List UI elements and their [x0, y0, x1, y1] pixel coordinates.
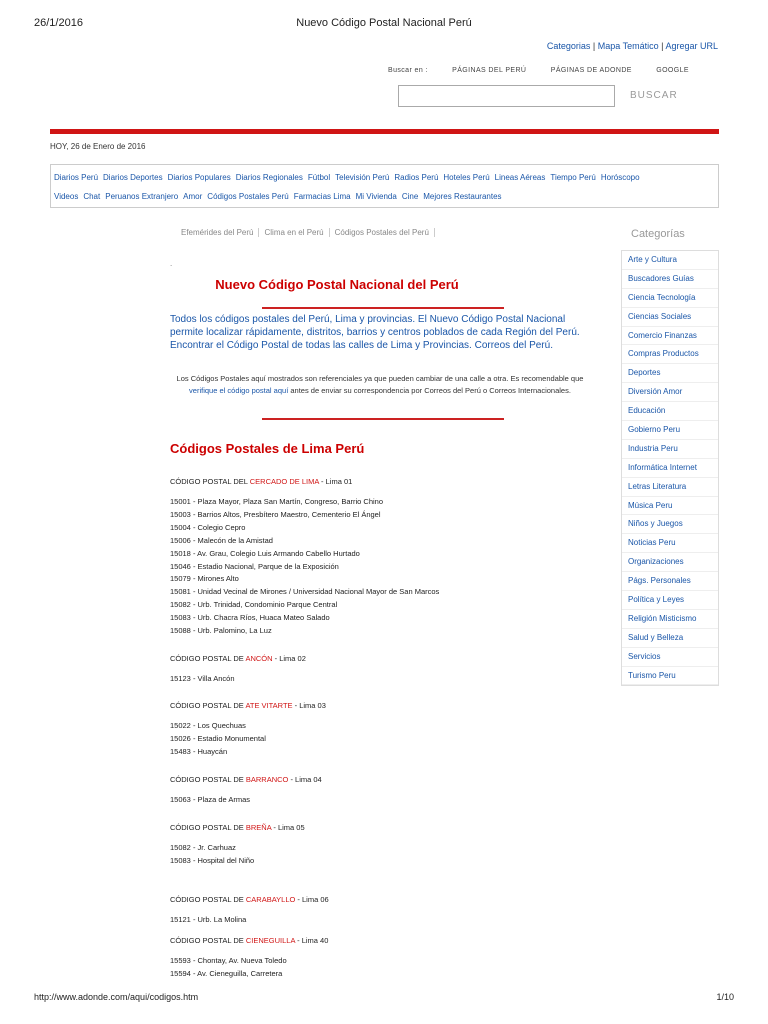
search-option-paginas-adonde[interactable]: PÁGINAS DE ADONDE: [550, 67, 632, 74]
search-option-google[interactable]: GOOGLE: [656, 67, 689, 74]
postal-code-line: 15063 - Plaza de Armas: [170, 795, 251, 804]
postal-code-line: 15046 - Estadio Nacional, Parque de la Exposición: [170, 561, 339, 571]
category-link[interactable]: Noticias Peru: [622, 534, 718, 553]
nav-link[interactable]: Amor: [183, 192, 203, 201]
nav-link[interactable]: Diarios Deportes: [103, 173, 163, 182]
category-link[interactable]: Organizaciones: [622, 553, 718, 572]
sub-nav-link[interactable]: Efemérides del Perú: [176, 228, 259, 237]
category-link[interactable]: Ciencia Tecnología: [622, 289, 718, 308]
disclaimer-note: [170, 373, 590, 396]
district-prefix: CÓDIGO POSTAL DE: [170, 654, 246, 663]
district-name-link[interactable]: CIENEGUILLA: [245, 936, 296, 945]
district-name-link[interactable]: CARABAYLLO: [245, 895, 296, 904]
nav-link[interactable]: Chat: [83, 192, 101, 201]
postal-code-line: 15083 - Urb. Chacra Ríos, Huaca Mateo Salado: [170, 613, 330, 623]
intro-text: Todos los códigos postales del Perú, Lima y provincias. El Nuevo Código Postal Nacional permite localizar rápidamente, distritos, barrios y centros poblados de cada Región del Perú. Encontrar el Código Postal de todas las calles de Lima y Provincias. Correos del Perú.: [170, 314, 580, 351]
nav-row-2: [54, 192, 507, 201]
postal-code-line: 15003 - Barrios Altos, Presbítero Maestro, Cementerio El Ángel: [170, 509, 381, 519]
top-link-mapa[interactable]: Mapa Temático: [597, 41, 659, 51]
district-block: [170, 701, 326, 759]
page-heading: Nuevo Código Postal Nacional del Perú: [215, 277, 459, 292]
category-link[interactable]: Turismo Peru: [622, 667, 718, 686]
nav-link[interactable]: Códigos Postales Perú: [207, 192, 289, 201]
postal-code-line: 15123 - Villa Ancón: [170, 674, 235, 683]
district-block: [170, 936, 328, 981]
nav-link[interactable]: Diarios Regionales: [235, 173, 303, 182]
nav-link[interactable]: Radios Perú: [394, 173, 439, 182]
nav-link[interactable]: Tiempo Perú: [550, 173, 596, 182]
district-prefix: CÓDIGO POSTAL DE: [170, 823, 246, 832]
district-block: [170, 477, 439, 638]
district-block: [170, 823, 305, 868]
postal-code-line: 15594 - Av. Cieneguilla, Carretera: [170, 968, 283, 978]
district-prefix: CÓDIGO POSTAL DE: [170, 775, 246, 784]
heading-rule-bottom: [262, 418, 504, 420]
postal-code-line: 15082 - Jr. Carhuaz: [170, 843, 236, 852]
district-name-link[interactable]: BARRANCO: [245, 775, 289, 784]
nav-link[interactable]: Diarios Populares: [167, 173, 231, 182]
search-input[interactable]: [398, 85, 615, 107]
postal-code-line: 15001 - Plaza Mayor, Plaza San Martín, Congreso, Barrio Chino: [170, 497, 384, 506]
categories-list: [621, 250, 719, 686]
category-link[interactable]: Págs. Personales: [622, 572, 718, 591]
district-name-link[interactable]: BREÑA: [245, 823, 272, 832]
postal-code-line: 15018 - Av. Grau, Colegio Luis Armando Cabello Hurtado: [170, 548, 360, 558]
category-link[interactable]: Gobierno Peru: [622, 421, 718, 440]
category-link[interactable]: Política y Leyes: [622, 591, 718, 610]
category-link[interactable]: Comercio Finanzas: [622, 327, 718, 346]
category-link[interactable]: Letras Literatura: [622, 478, 718, 497]
category-link[interactable]: Compras Productos: [622, 345, 718, 364]
postal-code-line: 15079 - Mirones Alto: [170, 574, 239, 584]
postal-code-line: 15004 - Colegio Cepro: [170, 522, 246, 532]
lima-heading: Códigos Postales de Lima Perú: [170, 441, 365, 456]
nav-link[interactable]: Hoteles Perú: [443, 173, 490, 182]
district-header: [170, 775, 322, 784]
category-link[interactable]: Servicios: [622, 648, 718, 667]
sub-nav: [176, 228, 435, 237]
search-option-paginas-peru[interactable]: PÁGINAS DEL PERÚ: [452, 67, 527, 74]
postal-code-line: 15121 - Urb. La Molina: [170, 915, 247, 924]
heading-rule-top: [262, 307, 504, 309]
category-link[interactable]: Música Peru: [622, 497, 718, 516]
nav-link[interactable]: Videos: [54, 192, 79, 201]
sub-nav-link[interactable]: Códigos Postales del Perú: [330, 228, 435, 237]
category-link[interactable]: Diversión Amor: [622, 383, 718, 402]
sub-nav-link[interactable]: Clima en el Perú: [259, 228, 329, 237]
district-header: [170, 823, 305, 832]
category-link[interactable]: Arte y Cultura: [622, 251, 718, 270]
print-title: Nuevo Código Postal Nacional Perú: [296, 17, 472, 29]
district-block: [170, 654, 306, 686]
nav-row-1: [54, 173, 645, 182]
district-block: [170, 895, 329, 927]
district-header: [170, 895, 329, 904]
category-link[interactable]: Niños y Juegos: [622, 515, 718, 534]
postal-code-line: 15088 - Urb. Palomino, La Luz: [170, 626, 272, 636]
search-options: [388, 67, 711, 74]
nav-link[interactable]: Cine: [401, 192, 419, 201]
category-link[interactable]: Salud y Belleza: [622, 629, 718, 648]
print-url: http://www.adonde.com/aqui/codigos.htm: [34, 992, 199, 1002]
category-link[interactable]: Informática Internet: [622, 459, 718, 478]
district-prefix: CÓDIGO POSTAL DE: [170, 895, 246, 904]
search-label: Buscar en :: [388, 67, 428, 74]
district-name-link[interactable]: ANCÓN: [245, 654, 273, 663]
postal-code-line: 15593 - Chontay, Av. Nueva Toledo: [170, 956, 287, 965]
district-header: [170, 477, 439, 486]
district-prefix: CÓDIGO POSTAL DE: [170, 936, 246, 945]
district-suffix: - Lima 04: [288, 775, 322, 784]
note-text-post: antes de enviar su correspondencia por Correos del Perú o Correos Internacionales.: [288, 385, 571, 395]
nav-link[interactable]: Diarios Perú: [54, 173, 99, 182]
district-name-link[interactable]: ATE VITARTE: [245, 701, 293, 710]
category-link[interactable]: Educación: [622, 402, 718, 421]
nav-link[interactable]: Peruanos Extranjero: [105, 192, 179, 201]
print-page-number: 1/10: [716, 992, 734, 1002]
verify-code-link[interactable]: verifique el código postal aquí: [189, 385, 289, 395]
nav-link[interactable]: Televisión Perú: [335, 173, 390, 182]
print-date: 26/1/2016: [34, 17, 83, 29]
district-prefix: CÓDIGO POSTAL DEL: [170, 477, 250, 486]
nav-link[interactable]: Fútbol: [307, 173, 331, 182]
category-link[interactable]: Religión Misticismo: [622, 610, 718, 629]
search-button[interactable]: BUSCAR: [630, 90, 678, 101]
district-suffix: - Lima 40: [295, 936, 329, 945]
nav-link[interactable]: Mejores Restaurantes: [423, 192, 502, 201]
date-line: HOY, 26 de Enero de 2016: [50, 142, 146, 151]
district-suffix: - Lima 06: [295, 895, 329, 904]
district-header: [170, 654, 306, 663]
postal-code-line: 15082 - Urb. Trinidad, Condominio Parque Central: [170, 600, 338, 610]
category-link[interactable]: Deportes: [622, 364, 718, 383]
top-links: Categorias | Mapa Temático | Agregar URL: [546, 41, 718, 51]
nav-link[interactable]: Lineas Aéreas: [494, 173, 546, 182]
nav-box: [50, 164, 719, 208]
category-link[interactable]: Industria Peru: [622, 440, 718, 459]
district-header: [170, 701, 326, 710]
district-suffix: - Lima 03: [292, 701, 326, 710]
district-suffix: - Lima 01: [318, 477, 353, 486]
postal-code-line: 15022 - Los Quechuas: [170, 721, 246, 730]
district-suffix: - Lima 02: [272, 654, 306, 663]
nav-link[interactable]: Horóscopo: [600, 173, 640, 182]
postal-code-line: 15081 - Unidad Vecinal de Mirones / Universidad Nacional Mayor de San Marcos: [170, 587, 440, 597]
postal-code-line: 15483 - Huaycán: [170, 746, 228, 756]
postal-code-line: 15006 - Malecón de la Amistad: [170, 535, 273, 545]
note-text-pre: Los Códigos Postales aquí mostrados son referenciales ya que pueden cambiar de una calle a otra. Es recomendable que: [176, 374, 584, 383]
district-block: [170, 775, 322, 807]
category-link[interactable]: Buscadores Guías: [622, 270, 718, 289]
top-link-agregar-url[interactable]: Agregar URL: [665, 41, 718, 51]
district-prefix: CÓDIGO POSTAL DE: [170, 701, 246, 710]
top-link-categorias[interactable]: Categorias: [546, 41, 591, 51]
dot-marker: .: [170, 259, 173, 268]
header-divider: [50, 129, 719, 134]
postal-code-line: 15083 - Hospital del Niño: [170, 855, 255, 865]
district-suffix: - Lima 05: [271, 823, 305, 832]
category-link[interactable]: Ciencias Sociales: [622, 308, 718, 327]
district-name-link[interactable]: CERCADO DE LIMA: [249, 477, 319, 486]
nav-link[interactable]: Farmacias Lima: [293, 192, 351, 201]
postal-code-line: 15026 - Estadio Monumental: [170, 733, 266, 743]
categories-title: Categorías: [631, 228, 685, 240]
district-header: [170, 936, 328, 945]
nav-link[interactable]: Mi Vivienda: [355, 192, 397, 201]
